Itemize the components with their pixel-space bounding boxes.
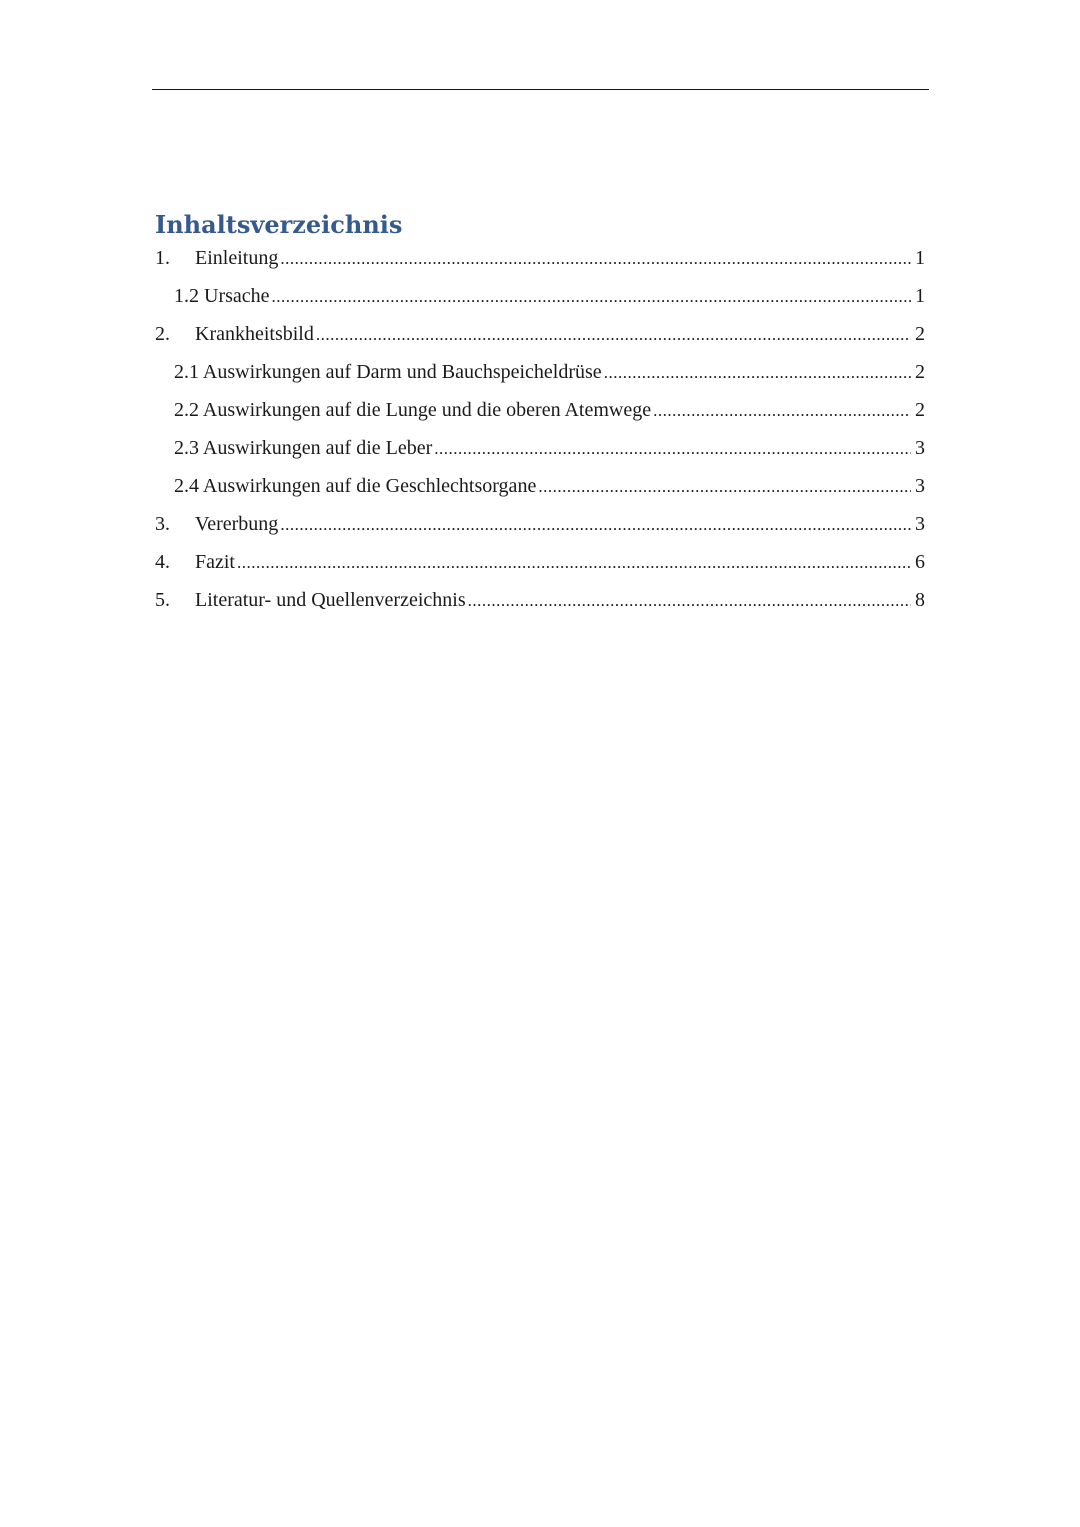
toc-entry-page: 2 [915, 323, 925, 345]
toc-entry-title: 2.4 Auswirkungen auf die Geschlechtsorgane [174, 475, 537, 497]
toc-dot-leader [237, 543, 911, 582]
toc-dot-leader [604, 353, 911, 392]
toc-entry-page: 3 [915, 437, 925, 459]
toc-entry-page: 3 [915, 475, 925, 497]
toc-entry-leber[interactable] [155, 429, 925, 467]
toc-entry-page: 2 [915, 399, 925, 421]
toc-dot-leader [280, 505, 911, 544]
toc-dot-leader [434, 429, 911, 468]
toc-entry-title: 2.2 Auswirkungen auf die Lunge und die oberen Atemwege [174, 399, 652, 421]
toc-dot-leader [538, 467, 911, 506]
toc-entry-title: 2.3 Auswirkungen auf die Leber [174, 437, 433, 459]
toc-entry-title: Vererbung [195, 513, 279, 535]
toc-entry-lunge-atemwege[interactable] [155, 391, 925, 429]
toc-entry-page: 6 [915, 551, 925, 573]
toc-entry-page: 1 [915, 285, 925, 307]
toc-dot-leader [272, 277, 911, 316]
toc-dot-leader [468, 581, 911, 620]
toc-dot-leader [653, 391, 911, 430]
toc-entry-title: Krankheitsbild [195, 323, 314, 345]
toc-entry-page: 1 [915, 247, 925, 269]
toc-entry-title: 2.1 Auswirkungen auf Darm und Bauchspeicheldrüse [174, 361, 602, 383]
toc-dot-leader [280, 239, 911, 278]
toc-entry-number: 5. [155, 589, 170, 611]
toc-entry-literatur-quellen[interactable] [155, 581, 925, 619]
toc-entry-number: 1. [155, 247, 170, 269]
toc-entry-darm-bauchspeicheldruese[interactable] [155, 353, 925, 391]
toc-entry-geschlechtsorgane[interactable] [155, 467, 925, 505]
toc-entry-fazit[interactable] [155, 543, 925, 581]
toc-entry-ursache[interactable] [155, 277, 925, 315]
toc-entry-einleitung[interactable] [155, 239, 925, 277]
toc-entry-page: 2 [915, 361, 925, 383]
toc-dot-leader [316, 315, 911, 354]
toc-entry-title: Fazit [195, 551, 235, 573]
toc-entry-page: 8 [915, 589, 925, 611]
toc-entry-title: Einleitung [195, 247, 279, 269]
toc-entry-krankheitsbild[interactable] [155, 315, 925, 353]
toc-entry-number: 2. [155, 323, 170, 345]
toc-entry-page: 3 [915, 513, 925, 535]
toc-entry-number: 3. [155, 513, 170, 535]
toc-entry-title: 1.2 Ursache [174, 285, 270, 307]
toc-entry-vererbung[interactable] [155, 505, 925, 543]
table-of-contents [155, 239, 925, 619]
toc-entry-number: 4. [155, 551, 170, 573]
header-rule [152, 89, 929, 90]
toc-entry-title: Literatur- und Quellenverzeichnis [195, 589, 466, 611]
toc-heading: Inhaltsverzeichnis [155, 210, 403, 239]
